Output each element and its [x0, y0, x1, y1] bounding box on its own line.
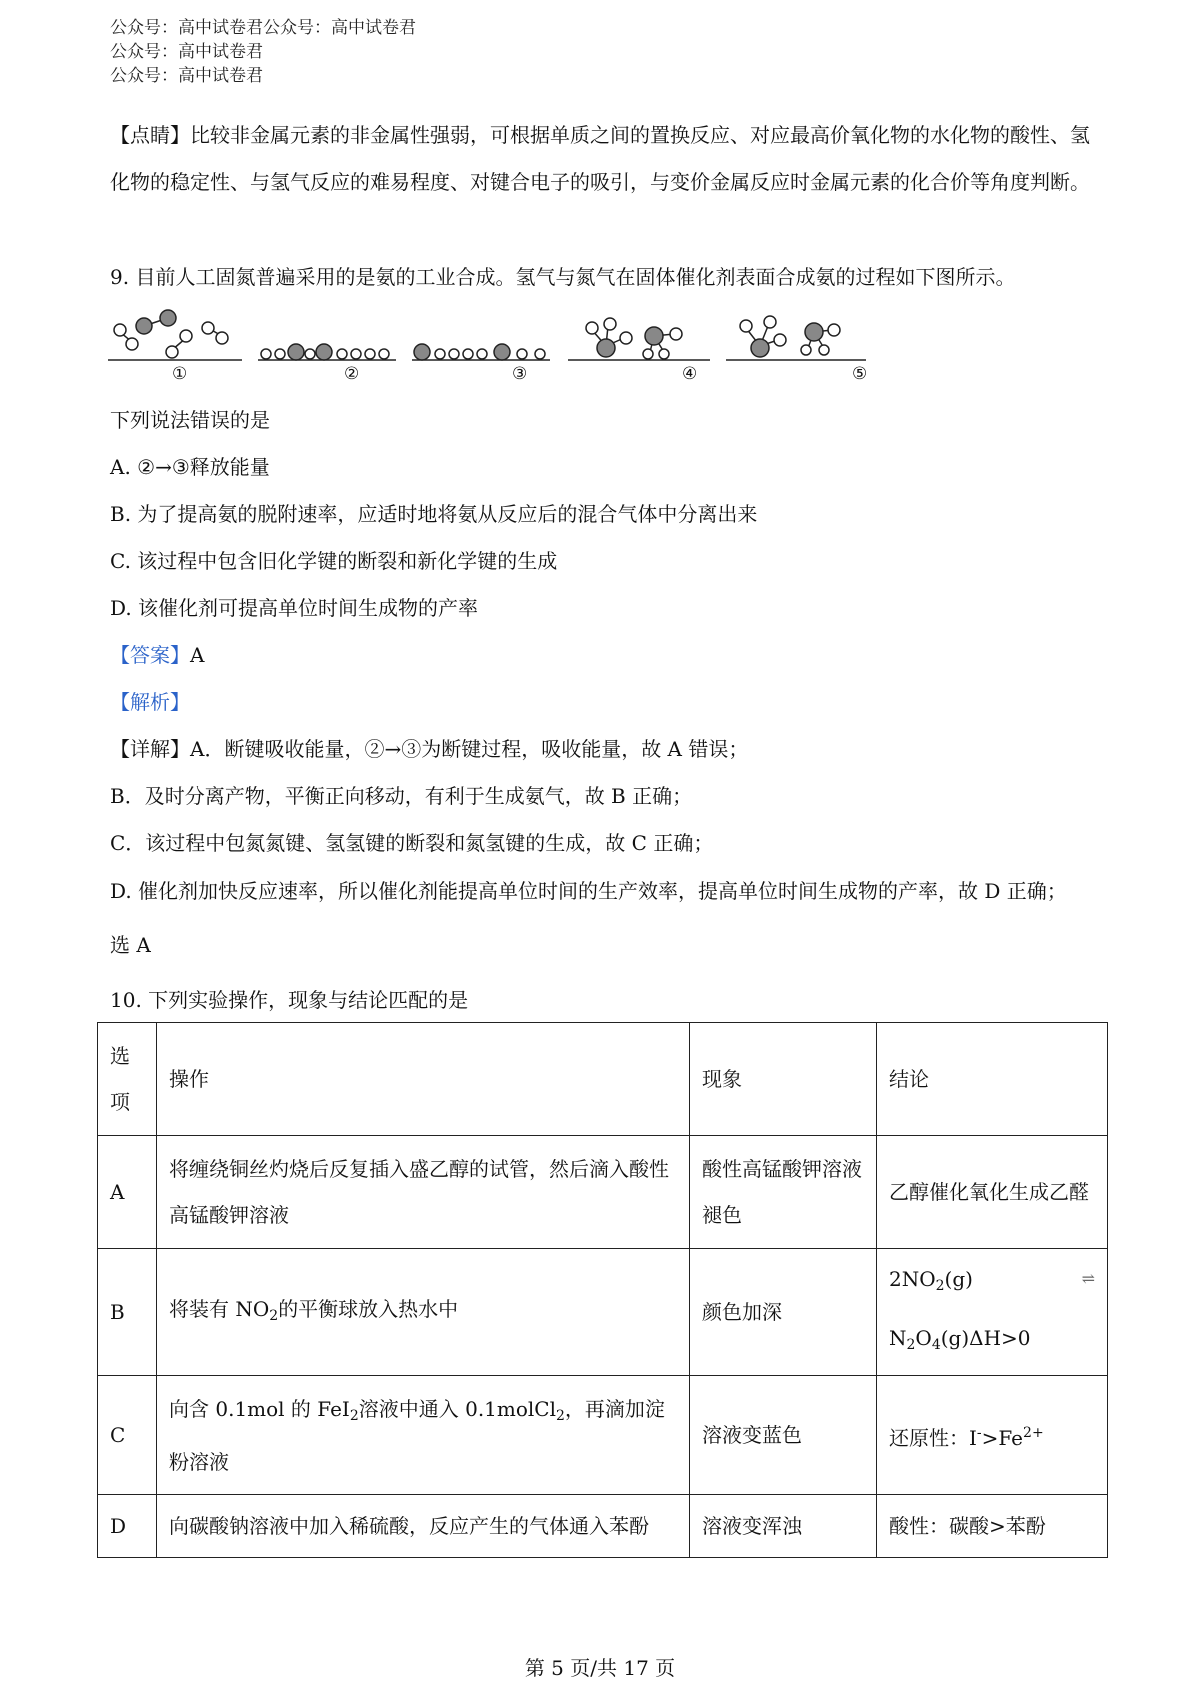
experiment-table: [97, 1022, 1108, 1558]
detail-a: [110, 726, 748, 772]
q10-stem: 10. 下列实验操作，现象与结论匹配的是: [110, 988, 469, 1012]
detail-c: C．该过程中包氮氮键、氢氢键的断裂和氮氢键的生成，故 C 正确；: [110, 831, 714, 855]
table-row: [98, 1495, 1108, 1558]
row-phenomenon: 溶液变蓝色: [690, 1376, 877, 1495]
diagram-label: ②: [344, 364, 360, 384]
row-operation: 向含 0.1mol 的 FeI$_2$溶液中通入 0.1molCl$_2$，再滴加淀粉溶液: [157, 1376, 690, 1495]
answer-tag: 【答案】: [110, 643, 190, 667]
page-footer: 第 5 页/共 17 页: [524, 1656, 676, 1680]
diagram-label: ①: [172, 364, 188, 384]
row-option: A: [98, 1136, 157, 1249]
table-row: [98, 1376, 1108, 1495]
q9-answer: [110, 632, 204, 678]
diagram-label: ⑤: [852, 364, 868, 384]
q9-stem: 9. 目前人工固氮普遍采用的是氨的工业合成。氢气与氮气在固体催化剂表面合成氨的过程如下图所示。: [110, 265, 1016, 289]
header-line: 公众号：高中试卷君: [110, 42, 263, 62]
detail-text: A．断键吸收能量，②→③为断键过程，吸收能量，故 A 错误；: [190, 737, 749, 761]
row-conclusion: 乙醇催化氧化生成乙醛: [877, 1136, 1108, 1249]
row-option: C: [98, 1376, 157, 1495]
row-operation: 将缠绕铜丝灼烧后反复插入盛乙醇的试管，然后滴入酸性高锰酸钾溶液: [157, 1136, 690, 1249]
row-phenomenon: 酸性高锰酸钾溶液褪色: [690, 1136, 877, 1249]
diagram-label: ④: [682, 364, 698, 384]
header-operation: 操作: [157, 1023, 690, 1136]
row-conclusion: 还原性：$I^->Fe^{2+}$: [877, 1376, 1108, 1495]
header-line: 公众号：高中试卷君公众号：高中试卷君: [110, 18, 416, 38]
header-line: 公众号：高中试卷君: [110, 66, 263, 86]
reaction-process-diagram: [108, 300, 968, 362]
analysis-tag: 【解析】: [110, 690, 190, 714]
row-conclusion: 酸性：碳酸>苯酚: [877, 1495, 1108, 1558]
header-option: 选项: [98, 1023, 157, 1136]
q9-option-d: D. 该催化剂可提高单位时间生成物的产率: [110, 596, 479, 620]
note-text: 比较非金属元素的非金属性强弱，可根据单质之间的置换反应、对应最高价氧化物的水化物的酸性、氢化物的稳定性、与氢气反应的难易程度、对键合电子的吸引，与变价金属反应时金属元素的化合价等角度判断。: [110, 123, 1090, 194]
equilibrium-arrow-icon: ⇌: [1081, 1269, 1095, 1288]
detail-d: D. 催化剂加快反应速率，所以催化剂能提高单位时间的生产效率，提高单位时间生成物的产率，故 D 正确；: [110, 879, 1067, 903]
q9-option-a: A. ②→③释放能量: [110, 455, 270, 479]
row-option: B: [98, 1249, 157, 1376]
q9-option-b: B. 为了提高氨的脱附速率，应适时地将氨从反应后的混合气体中分离出来: [110, 502, 758, 526]
note-tag: 【点睛】: [110, 123, 190, 147]
row-phenomenon: 溶液变浑浊: [690, 1495, 877, 1558]
row-operation: 将装有 $NO_2$的平衡球放入热水中: [157, 1249, 690, 1376]
table-header-row: [98, 1023, 1108, 1136]
table-row: [98, 1136, 1108, 1249]
header-conclusion: 结论: [877, 1023, 1108, 1136]
note-paragraph: [110, 112, 1095, 206]
q9-conclusion: 选 A: [110, 933, 151, 957]
q9-prompt: 下列说法错误的是: [110, 408, 270, 432]
diagram-label: ③: [512, 364, 528, 384]
row-phenomenon: 颜色加深: [690, 1249, 877, 1376]
header-phenomenon: 现象: [690, 1023, 877, 1136]
row-option: D: [98, 1495, 157, 1558]
detail-tag: 【详解】: [110, 737, 190, 761]
answer-value: A: [190, 643, 205, 667]
row-conclusion: $2NO_2(g)$ ⇌ $N_2O_4(g)\Delta H>0$: [877, 1249, 1108, 1376]
detail-b: B．及时分离产物，平衡正向移动，有利于生成氨气，故 B 正确；: [110, 784, 693, 808]
watermark-header: [110, 16, 416, 88]
q9-option-c: C. 该过程中包含旧化学键的断裂和新化学键的生成: [110, 549, 558, 573]
table-row: [98, 1249, 1108, 1376]
row-operation: 向碳酸钠溶液中加入稀硫酸，反应产生的气体通入苯酚: [157, 1495, 690, 1558]
